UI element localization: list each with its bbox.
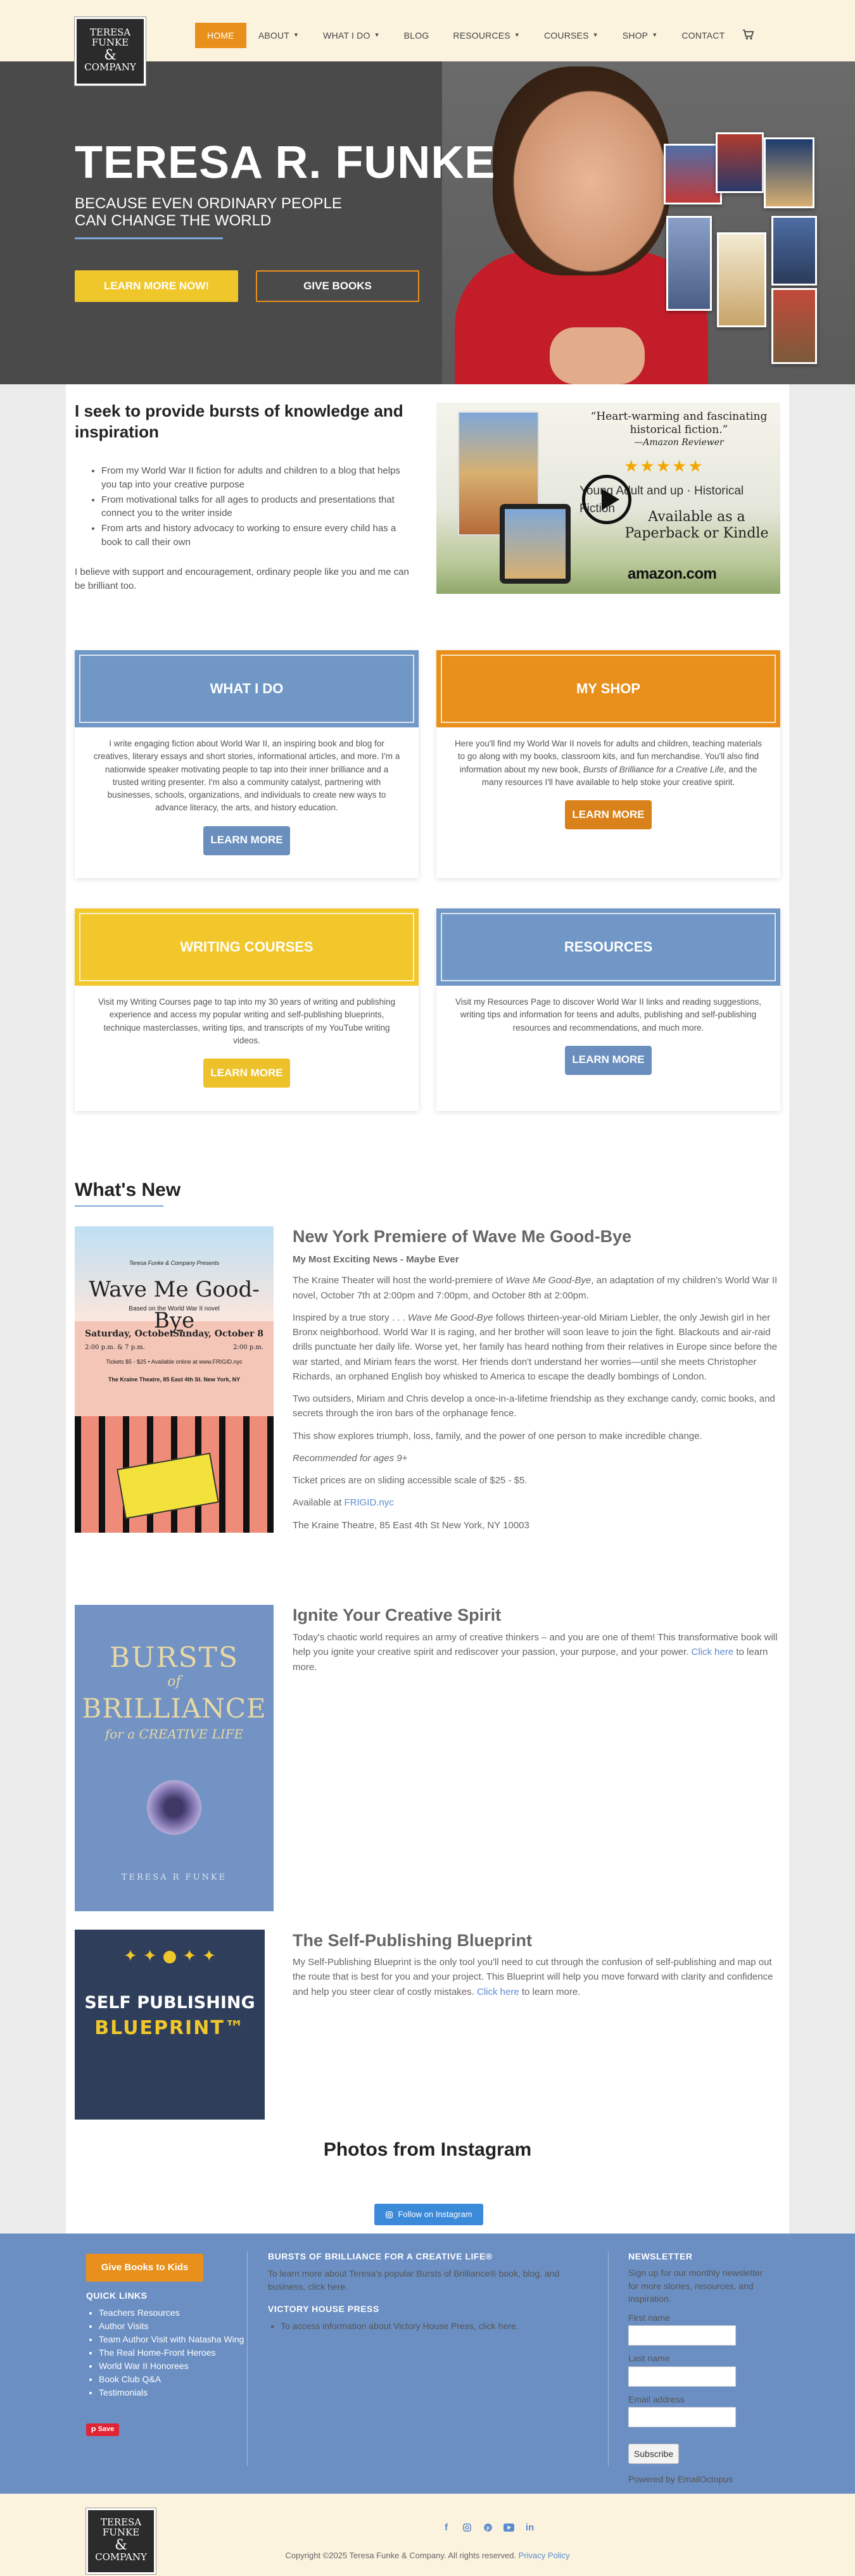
wave-me-goodbye-poster[interactable] bbox=[75, 1226, 274, 1533]
logo-line1: TERESA bbox=[89, 27, 131, 38]
intro-list-item: • From my World War II fiction for adults and children to a blog that helps you tap into your creative purpose bbox=[101, 464, 418, 492]
victory-house-heading: VICTORY HOUSE PRESS bbox=[268, 2304, 379, 2314]
newsletter-text: Sign up for our monthly newsletter for more stories, resources, and inspiration. bbox=[628, 2268, 763, 2304]
main-nav bbox=[195, 23, 757, 48]
post-text-part: , an adaptation of my children's World War II novel, October 7th at 2:00pm and 7:00pm, and October 8th at 2:00pm. bbox=[293, 1275, 778, 1301]
intro-list-item: • From motivational talks for all ages to products and presentations that connect you to the writer inside bbox=[101, 493, 418, 521]
post-paragraph bbox=[293, 1630, 780, 1674]
card-text-part: Here you'll find my World War II novels for adults and children, teaching materials to go along with my books, classroom kits, and fun merchandise. You'll also find information about my new book, bbox=[454, 739, 763, 774]
quick-link[interactable]: • Teachers Resources bbox=[99, 2306, 244, 2320]
card-writing-courses bbox=[75, 908, 419, 1111]
nav-item-label: WHAT I DO bbox=[323, 30, 370, 41]
hero-book-6 bbox=[771, 216, 817, 286]
logo-amp: & bbox=[115, 2537, 127, 2553]
svg-text:p: p bbox=[486, 2524, 490, 2531]
logo-line2: FUNKE bbox=[102, 2526, 140, 2538]
privacy-policy-link[interactable]: Privacy Policy bbox=[518, 2551, 570, 2560]
card-title: RESOURCES bbox=[564, 939, 653, 955]
cover-line1: BURSTS bbox=[109, 1642, 239, 1674]
instagram-icon[interactable] bbox=[462, 2522, 472, 2533]
bursts-of-brilliance-cover[interactable] bbox=[75, 1605, 274, 1911]
follow-label: Follow on Instagram bbox=[398, 2209, 472, 2219]
promo-rating-stars: ★★★★★ bbox=[624, 456, 704, 475]
card-text-italic: Bursts of Brilliance for a Creative Life bbox=[583, 764, 724, 774]
card-text: I write engaging fiction about World War II, an inspiring book and blog for creatives, literary essays and short stories, informational articles, and more. I'm a nationwide speaker motivating people to tap into their inner brilliance and a trusted writing presenter. I'm also a community catalyst, partnering with businesses, schools, organizations, and individuals to create new ways to advance literacy, the arts, and history education. bbox=[93, 739, 400, 813]
card-my-shop-header[interactable] bbox=[436, 650, 780, 727]
intro-list-item: • From arts and history advocacy to working to ensure every child has a book to call their own bbox=[101, 522, 418, 550]
hero-divider bbox=[75, 237, 223, 239]
poster-saturday-times: 2:00 p.m. & 7 p.m. bbox=[85, 1344, 145, 1352]
poster-title: Wave Me Good-Bye bbox=[89, 1277, 260, 1334]
self-publishing-blueprint-cover[interactable] bbox=[75, 1930, 265, 2120]
email-input[interactable] bbox=[628, 2407, 736, 2427]
post-paragraph: This show explores triumph, loss, family, and the power of one person to make incredible change. bbox=[293, 1430, 702, 1442]
post-text-italic: Wave Me Good-Bye bbox=[407, 1312, 493, 1323]
intro-list bbox=[101, 464, 418, 551]
post-text-italic: Wave Me Good-Bye bbox=[505, 1275, 592, 1286]
nav-item-label: BLOG bbox=[403, 30, 429, 41]
post-text-part: Available at bbox=[293, 1497, 345, 1509]
post-paragraph bbox=[293, 1310, 780, 1384]
give-books-button[interactable]: GIVE BOOKS bbox=[256, 270, 419, 302]
post-text-part: My Self-Publishing Blueprint is the only tool you'll need to cut through the confusion of self-publishing and map out the route that is best for you and your project. This Blueprint will help you move forward with clarity and confidence and help you steer clear of costly mistakes. bbox=[293, 1957, 773, 1997]
post-body bbox=[293, 1955, 780, 2007]
click-here-link[interactable]: Click here bbox=[691, 1647, 734, 1658]
promo-quote-text: “Heart-warming and fascinating historical fiction.” bbox=[590, 410, 768, 437]
post-paragraph bbox=[293, 1495, 780, 1510]
newsletter-heading: NEWSLETTER bbox=[628, 2251, 693, 2261]
intro-heading bbox=[75, 401, 403, 442]
cover-flower-graphic bbox=[142, 1776, 206, 1839]
youtube-icon[interactable] bbox=[504, 2522, 514, 2533]
nav-item-resources[interactable] bbox=[441, 23, 532, 48]
post-text-part: to learn more. bbox=[293, 1647, 768, 1673]
promo-kindle-tablet bbox=[500, 504, 571, 584]
hero-title: TERESA R. FUNKE bbox=[75, 137, 496, 188]
chevron-down-icon: ▼ bbox=[592, 32, 598, 39]
hero-book-2 bbox=[716, 132, 764, 193]
victory-house-link[interactable]: • To access information about Victory House Press, click here. bbox=[281, 2320, 597, 2333]
save-label: Save bbox=[98, 2425, 115, 2434]
footer-middle-column bbox=[268, 2250, 597, 2333]
logo-line1: TERESA bbox=[100, 2516, 142, 2528]
powered-by-emailoctopus[interactable]: Powered by EmailOctopus bbox=[628, 2474, 733, 2485]
promo-quote bbox=[587, 410, 771, 448]
footer-logo[interactable] bbox=[86, 2508, 156, 2574]
post-text-part: follows thirteen-year-old Miriam Liebler, the only Jewish girl in her Bronx neighborhood. World War II is raging, and her brother will soon leave to join the fight. Blackouts and air-raid drills punctuate her daily life. Worse yet, her family has heard nothing from their relatives in Europe since before the war started, and Miriam fears the worst. Her friends don't understand her worries—until she meets Christopher Richards, an orphaned English boy whisked to America to escape the deadly bombings of London. bbox=[293, 1312, 778, 1382]
amazon-logo: amazon.com bbox=[628, 565, 717, 582]
logo-line3: COMPANY bbox=[84, 61, 136, 73]
hero-subtitle-line2: CAN CHANGE THE WORLD bbox=[75, 211, 272, 229]
post-title[interactable]: The Self-Publishing Blueprint bbox=[293, 1931, 532, 1950]
card-text: Visit my Resources Page to discover World War II links and reading suggestions, writing tips and information for teens and adults, publishing and self-publishing resources and recommendations, and much more. bbox=[455, 997, 761, 1033]
last-name-label: Last name bbox=[628, 2353, 670, 2364]
copyright bbox=[0, 2550, 855, 2562]
email-label: Email address bbox=[628, 2394, 685, 2404]
card-text bbox=[436, 727, 780, 789]
post-body bbox=[293, 1630, 780, 1682]
card-what-i-do bbox=[75, 650, 419, 878]
bursts-text[interactable]: To learn more about Teresa's popular Bursts of Brilliance® book, blog, and business, click here. bbox=[268, 2268, 560, 2292]
quick-link[interactable]: • Book Club Q&A bbox=[99, 2373, 244, 2386]
my-shop-learn-more-button[interactable]: LEARN MORE bbox=[565, 800, 652, 829]
nav-item-label: ABOUT bbox=[258, 30, 290, 41]
post-body bbox=[293, 1252, 780, 1540]
intro-paragraph: I believe with support and encouragement, ordinary people like you and me can be brilliant too. bbox=[75, 567, 409, 591]
quick-link[interactable]: • Author Visits bbox=[99, 2320, 244, 2333]
nav-item-contact[interactable] bbox=[669, 23, 737, 48]
poster-saturday-date: Saturday, October 7 bbox=[85, 1329, 184, 1339]
quick-links-list bbox=[99, 2306, 244, 2399]
promo-quote-source: —Amazon Reviewer bbox=[634, 437, 724, 448]
card-my-shop bbox=[436, 650, 780, 878]
chevron-down-icon: ▼ bbox=[652, 32, 658, 39]
hero-portrait-image bbox=[442, 61, 855, 384]
poster-sunday-times: 2:00 p.m. bbox=[233, 1344, 263, 1352]
card-writing-courses-header[interactable] bbox=[75, 908, 419, 986]
chevron-down-icon: ▼ bbox=[374, 32, 380, 39]
post-address: The Kraine Theatre, 85 East 4th St New York, NY 10003 bbox=[293, 1519, 529, 1531]
site-logo[interactable] bbox=[75, 17, 146, 85]
nav-item-blog[interactable] bbox=[392, 23, 441, 48]
footer-divider bbox=[608, 2251, 609, 2466]
poster-tickets: Tickets $5 - $25 • Available online at www.FRIGID.nyc bbox=[106, 1359, 243, 1365]
hero-portrait-hands bbox=[550, 327, 645, 384]
whats-new-divider bbox=[75, 1205, 163, 1207]
follow-on-instagram-button[interactable] bbox=[374, 2204, 483, 2225]
cover-author: TERESA R FUNKE bbox=[121, 1873, 227, 1882]
social-links bbox=[441, 2522, 535, 2533]
chevron-down-icon: ▼ bbox=[514, 32, 520, 39]
card-what-i-do-header[interactable] bbox=[75, 650, 419, 727]
intro-heading-line2: inspiration bbox=[75, 422, 159, 441]
poster-presenter: Teresa Funke & Company Presents bbox=[129, 1260, 220, 1266]
quick-links-heading: QUICK LINKS bbox=[86, 2290, 148, 2301]
subscribe-button[interactable]: Subscribe bbox=[628, 2444, 679, 2464]
nav-item-label: HOME bbox=[207, 30, 234, 41]
post-paragraph: Two outsiders, Miriam and Chris develop a once-in-a-lifetime friendship as they exchange candy, comic books, and secrets through the iron bars of the orphanage fence. bbox=[293, 1393, 775, 1419]
logo-line3: COMPANY bbox=[95, 2551, 147, 2563]
play-icon[interactable] bbox=[582, 475, 631, 524]
poster-sunday-date: Sunday, October 8 bbox=[172, 1329, 263, 1339]
hero-subtitle-line1: BECAUSE EVEN ORDINARY PEOPLE bbox=[75, 195, 342, 212]
instagram-icon bbox=[385, 2211, 393, 2219]
last-name-input[interactable] bbox=[628, 2366, 736, 2387]
linkedin-icon[interactable]: in bbox=[525, 2522, 535, 2533]
post-paragraph bbox=[293, 1955, 780, 1999]
footer-divider bbox=[247, 2251, 248, 2466]
intro-heading-line1: I seek to provide bursts of knowledge and bbox=[75, 401, 403, 420]
hero-book-3 bbox=[764, 137, 814, 208]
resources-learn-more-button[interactable]: LEARN MORE bbox=[565, 1046, 652, 1075]
card-resources-header[interactable] bbox=[436, 908, 780, 986]
hero-book-1 bbox=[664, 144, 722, 204]
post-title[interactable]: New York Premiere of Wave Me Good-Bye bbox=[293, 1227, 632, 1246]
promo-availability: Available as a Paperback or Kindle bbox=[624, 509, 769, 542]
pinterest-icon: 𝗽 bbox=[91, 2425, 96, 2434]
hero-book-5 bbox=[717, 232, 766, 327]
cart-icon[interactable] bbox=[742, 29, 757, 42]
logo-amp: & bbox=[104, 47, 117, 63]
card-text: Visit my Writing Courses page to tap into my 30 years of writing and publishing experience and access my popular writing and self-publishing blueprints, technique masterclasses, writing tips, and transcripts of my YouTube writing videos. bbox=[98, 997, 396, 1045]
poster-sunday bbox=[75, 1328, 274, 1354]
writing-courses-learn-more-button[interactable]: LEARN MORE bbox=[203, 1059, 290, 1088]
quick-link[interactable]: • The Real Home-Front Heroes bbox=[99, 2346, 244, 2359]
learn-more-now-button[interactable]: LEARN MORE NOW! bbox=[75, 270, 238, 302]
what-i-do-learn-more-button[interactable]: LEARN MORE bbox=[203, 826, 290, 855]
post-subtitle: My Most Exciting News - Maybe Ever bbox=[293, 1254, 459, 1265]
nav-item-label: CONTACT bbox=[681, 30, 725, 41]
click-here-link[interactable]: Click here bbox=[476, 1986, 519, 1997]
post-title[interactable]: Ignite Your Creative Spirit bbox=[293, 1605, 502, 1624]
facebook-icon[interactable]: f bbox=[445, 2522, 448, 2533]
first-name-input[interactable] bbox=[628, 2325, 736, 2346]
copyright-text: Copyright ©2025 Teresa Funke & Company. All rights reserved. bbox=[285, 2551, 519, 2560]
post-text-part: The Kraine Theater will host the world-premiere of bbox=[293, 1275, 506, 1286]
nav-item-label: COURSES bbox=[543, 30, 589, 41]
poster-venue: The Kraine Theatre, 85 East 4th St. New York, NY bbox=[108, 1376, 241, 1383]
book-promo-video[interactable] bbox=[436, 403, 780, 594]
hero-book-7 bbox=[771, 288, 817, 364]
nav-item-courses[interactable] bbox=[532, 23, 611, 48]
cover-line2: of bbox=[167, 1674, 181, 1690]
poster-based-on: Based on the World War II novel bbox=[129, 1305, 220, 1312]
first-name-label: First name bbox=[628, 2313, 671, 2323]
hero-section bbox=[0, 61, 855, 384]
cover-line3: BRILLIANCE bbox=[82, 1693, 267, 1724]
post-text-part: Inspired by a true story . . . bbox=[293, 1312, 408, 1323]
nav-item-what-i-do[interactable] bbox=[311, 23, 392, 48]
post-text-part: to learn more. bbox=[519, 1986, 581, 1997]
nav-item-about[interactable] bbox=[246, 23, 311, 48]
post-paragraph bbox=[293, 1273, 780, 1303]
post-recommended: Recommended for ages 9+ bbox=[293, 1452, 408, 1464]
instagram-heading: Photos from Instagram bbox=[323, 2139, 532, 2160]
victory-house-list bbox=[268, 2320, 597, 2333]
post-text-part: Today's chaotic world requires an army of creative thinkers – and you are one of them! This transformative book will help you ignite your creative spirit and rediscover your passion, your purpose, and your power. bbox=[293, 1632, 778, 1658]
hero-portrait-face bbox=[493, 66, 670, 275]
quick-link[interactable]: • Team Author Visit with Natasha Wing bbox=[99, 2333, 244, 2346]
pinterest-icon[interactable] bbox=[483, 2522, 493, 2533]
hero-subtitle bbox=[75, 196, 342, 230]
promo-genre: Young Adult and up · Historical Fiction bbox=[580, 484, 744, 515]
quick-link[interactable]: • Testimonials bbox=[99, 2386, 244, 2399]
quick-link[interactable]: • World War II Honorees bbox=[99, 2359, 244, 2373]
give-books-to-kids-button[interactable]: Give Books to Kids bbox=[86, 2254, 203, 2282]
card-text-part: , and the many resources I'll have available to help stoke your creative spirit. bbox=[481, 764, 757, 787]
frigid-link[interactable]: FRIGID.nyc bbox=[344, 1497, 394, 1509]
whats-new-heading: What's New bbox=[75, 1179, 181, 1200]
pinterest-save-button[interactable] bbox=[86, 2423, 119, 2436]
card-title: WRITING COURSES bbox=[180, 939, 314, 955]
post-paragraph: Ticket prices are on sliding accessible scale of $25 - $5. bbox=[293, 1475, 528, 1486]
cover-title-line2: BLUEPRINT™ bbox=[94, 2017, 245, 2039]
hero-book-4 bbox=[666, 216, 712, 311]
card-resources bbox=[436, 908, 780, 1111]
nav-item-home[interactable] bbox=[195, 23, 246, 48]
card-title: WHAT I DO bbox=[210, 681, 284, 697]
chevron-down-icon: ▼ bbox=[293, 32, 300, 39]
newsletter-form bbox=[628, 2250, 774, 2485]
nav-item-label: RESOURCES bbox=[453, 30, 510, 41]
cover-title-line1: SELF PUBLISHING bbox=[84, 1993, 255, 2013]
cover-decoration: ✦ ✦ ● ✦ ✦ bbox=[123, 1947, 217, 1966]
logo-line2: FUNKE bbox=[91, 36, 129, 48]
card-title: MY SHOP bbox=[576, 681, 641, 697]
nav-item-shop[interactable] bbox=[611, 23, 670, 48]
cover-line4: for a CREATIVE LIFE bbox=[104, 1726, 244, 1742]
nav-item-label: SHOP bbox=[622, 30, 649, 41]
bursts-heading: BURSTS OF BRILLIANCE FOR A CREATIVE LIFE® bbox=[268, 2251, 493, 2261]
